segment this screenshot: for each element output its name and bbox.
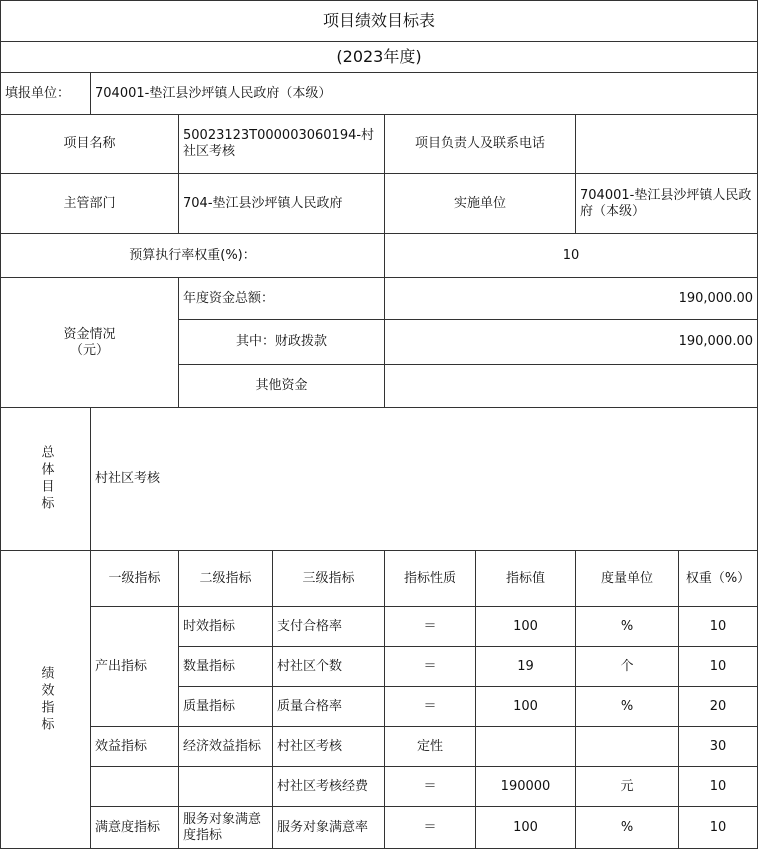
table-row-5-unit: % <box>576 807 679 849</box>
table-row-1-value: 19 <box>476 647 576 687</box>
table-row-2-level2: 质量指标 <box>179 687 273 727</box>
table-row-3-unit <box>576 727 679 767</box>
table-row-5-weight: 10 <box>679 807 758 849</box>
header-level1: 一级指标 <box>91 551 179 607</box>
table-row-3-level2: 经济效益指标 <box>179 727 273 767</box>
project-name-label: 项目名称 <box>0 115 179 174</box>
table-row-0-level3: 支付合格率 <box>273 607 385 647</box>
table-row-2-nature: ＝ <box>385 687 476 727</box>
table-row-3-level3: 村社区考核 <box>273 727 385 767</box>
contact-label: 项目负责人及联系电话 <box>385 115 576 174</box>
table-row-5-nature: ＝ <box>385 807 476 849</box>
level1-empty <box>91 767 179 807</box>
table-row-2-level3: 质量合格率 <box>273 687 385 727</box>
impl-label: 实施单位 <box>385 174 576 234</box>
header-weight: 权重（%） <box>679 551 758 607</box>
table-row-5-value: 100 <box>476 807 576 849</box>
header-level3: 三级指标 <box>273 551 385 607</box>
goal-label <box>0 408 91 551</box>
budget-rate-label: 预算执行率权重(%)： <box>0 234 385 278</box>
table-row-2-unit: % <box>576 687 679 727</box>
dept-value: 704-垫江县沙坪镇人民政府 <box>179 174 385 234</box>
year-label: (2023年度) <box>0 42 758 73</box>
budget-rate-value: 10 <box>385 234 758 278</box>
goal-value: 村社区考核 <box>91 408 758 551</box>
indicators-label <box>0 551 91 849</box>
header-nature: 指标性质 <box>385 551 476 607</box>
fiscal-value: 190,000.00 <box>385 320 758 365</box>
header-level2: 二级指标 <box>179 551 273 607</box>
dept-label: 主管部门 <box>0 174 179 234</box>
table-row-1-level3: 村社区个数 <box>273 647 385 687</box>
annual-total-label: 年度资金总额： <box>179 278 385 320</box>
table-row-3-nature: 定性 <box>385 727 476 767</box>
level1-output: 产出指标 <box>91 607 179 727</box>
table-row-1-nature: ＝ <box>385 647 476 687</box>
unit-value: 704001-垫江县沙坪镇人民政府（本级） <box>91 73 758 115</box>
table-row-4-unit: 元 <box>576 767 679 807</box>
table-row-1-level2: 数量指标 <box>179 647 273 687</box>
level1-satisfaction: 满意度指标 <box>91 807 179 849</box>
unit-label: 填报单位： <box>0 73 91 115</box>
table-row-0-level2: 时效指标 <box>179 607 273 647</box>
annual-total-value: 190,000.00 <box>385 278 758 320</box>
table-row-5-level3: 服务对象满意率 <box>273 807 385 849</box>
table-row-0-nature: ＝ <box>385 607 476 647</box>
header-unit: 度量单位 <box>576 551 679 607</box>
table-row-0-value: 100 <box>476 607 576 647</box>
impl-value: 704001-垫江县沙坪镇人民政府（本级） <box>576 174 758 234</box>
funds-label: 资金情况 （元） <box>0 278 179 408</box>
table-row-1-weight: 10 <box>679 647 758 687</box>
other-funds-label: 其他资金 <box>179 365 385 408</box>
table-title: 项目绩效目标表 <box>0 0 758 42</box>
level1-benefit: 效益指标 <box>91 727 179 767</box>
fiscal-label: 其中：财政拨款 <box>179 320 385 365</box>
indicators-label-text: 绩效指标 <box>38 665 54 734</box>
project-name-value: 50023123T000003060194-村社区考核 <box>179 115 385 174</box>
table-row-0-weight: 10 <box>679 607 758 647</box>
table-row-4-level3: 村社区考核经费 <box>273 767 385 807</box>
table-row-2-value: 100 <box>476 687 576 727</box>
table-row-3-weight: 30 <box>679 727 758 767</box>
table-row-2-weight: 20 <box>679 687 758 727</box>
table-row-3-value <box>476 727 576 767</box>
table-row-1-unit: 个 <box>576 647 679 687</box>
table-row-4-level2 <box>179 767 273 807</box>
other-funds-value <box>385 365 758 408</box>
table-row-4-value: 190000 <box>476 767 576 807</box>
header-value: 指标值 <box>476 551 576 607</box>
goal-label-text: 总体目标 <box>38 445 54 513</box>
table-row-4-nature: ＝ <box>385 767 476 807</box>
table-row-4-weight: 10 <box>679 767 758 807</box>
contact-value <box>576 115 758 174</box>
table-row-0-unit: % <box>576 607 679 647</box>
table-row-5-level2: 服务对象满意度指标 <box>179 807 273 849</box>
